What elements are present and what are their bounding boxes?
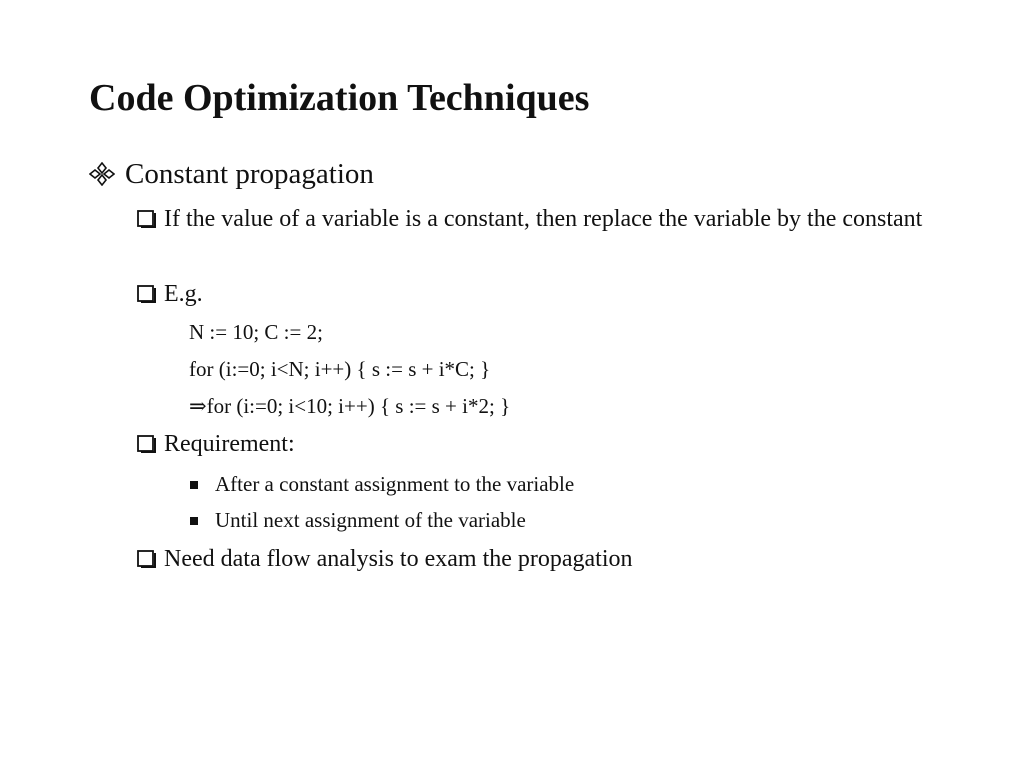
bullet-example [137,278,203,310]
bullet-requirement [137,428,295,460]
hollow-box-bullet-icon [137,550,164,570]
code-line: for (i:=0; i<N; i++) { s := s + i*C; } [189,357,491,381]
small-square-bullet-icon [189,480,215,490]
bullet-data-flow [137,543,633,575]
requirement-item-text: After a constant assignment to the variable [215,472,575,496]
code-line: N := 10; C := 2; [189,320,323,344]
topic-label: Constant propagation [125,158,374,190]
bullet-data-flow-text: Need data flow analysis to exam the propagation [164,546,633,572]
bullet-definition-text: If the value of a variable is a constant, then replace the variable by the constant [164,206,923,232]
hollow-box-bullet-icon [137,210,164,230]
hollow-box-bullet-icon [137,285,164,305]
requirement-item-text: Until next assignment of the variable [215,508,526,532]
bullet-example-text: E.g. [164,281,203,307]
slide-title: Code Optimization Techniques [89,77,590,119]
bullet-requirement-text: Requirement: [164,431,295,457]
requirement-item [189,506,526,534]
hollow-box-bullet-icon [137,435,164,455]
requirement-item [189,470,574,498]
topic-heading [89,155,374,193]
code-line: ⇒for (i:=0; i<10; i++) { s := s + i*2; } [189,394,511,418]
four-diamond-bullet-icon [89,162,125,186]
bullet-definition [137,203,944,235]
small-square-bullet-icon [189,516,215,526]
